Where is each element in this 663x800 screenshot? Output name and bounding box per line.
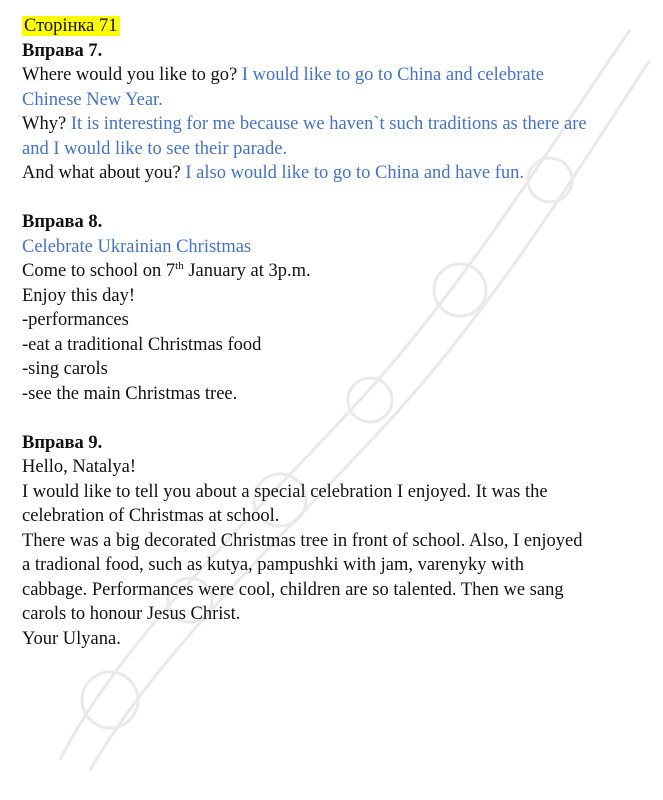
ex8-item: -eat a traditional Christmas food [22, 334, 262, 355]
exercise-9-heading: Вправа 9. [22, 432, 103, 453]
ex7-answer-2b: and I would like to see their parade. [22, 138, 288, 159]
ex7-question-2: Why? [22, 114, 67, 134]
spacer [22, 186, 652, 211]
page-label: Сторінка 71 [24, 16, 118, 36]
ex9-line: I would like to tell you about a special celebration I enjoyed. It was the [22, 481, 548, 502]
ex9-line: Your Ulyana. [22, 628, 121, 649]
ex8-enjoy-line: Enjoy this day! [22, 285, 136, 306]
ex9-line: cabbage. Performances were cool, children are so talented. Then we sang [22, 579, 564, 600]
ex8-item: -performances [22, 310, 129, 330]
document-page [22, 14, 652, 651]
ex7-answer-2a: It is interesting for me because we haven`t such traditions as there are [70, 114, 587, 134]
ex7-question-1: Where would you like to go? [22, 65, 238, 85]
spacer [22, 406, 652, 431]
ex9-line: celebration of Christmas at school. [22, 506, 280, 526]
ex7-answer-3: I also would like to go to China and have fun. [185, 163, 524, 183]
ex8-date-sup: th [175, 259, 184, 272]
ex9-line: a tradional food, such as kutya, pampushki with jam, varenyky with [22, 555, 524, 575]
exercise-7-heading: Вправа 7. [22, 40, 103, 61]
ex7-line [22, 161, 652, 186]
ex7-question-3: And what about you? [22, 163, 181, 183]
ex9-line: carols to honour Jesus Christ. [22, 604, 241, 624]
ex7-line [22, 112, 652, 137]
ex8-date-rest: January at 3p.m. [183, 261, 311, 281]
ex9-line: Hello, Natalya! [22, 457, 137, 477]
ex8-date-text: Come to school on 7 [22, 261, 176, 281]
ex9-line: There was a big decorated Christmas tree in front of school. Also, I enjoyed [22, 530, 583, 551]
ex7-answer-1b: Chinese New Year. [22, 89, 163, 110]
ex7-answer-1a: I would like to go to China and celebrate [241, 65, 544, 85]
ex8-item: -sing carols [22, 359, 108, 379]
ex8-item: -see the main Christmas tree. [22, 383, 238, 404]
ex8-title: Celebrate Ukrainian Christmas [22, 236, 252, 257]
ex8-date-line [22, 259, 652, 284]
exercise-8-heading: Вправа 8. [22, 212, 103, 232]
ex7-line [22, 63, 652, 88]
